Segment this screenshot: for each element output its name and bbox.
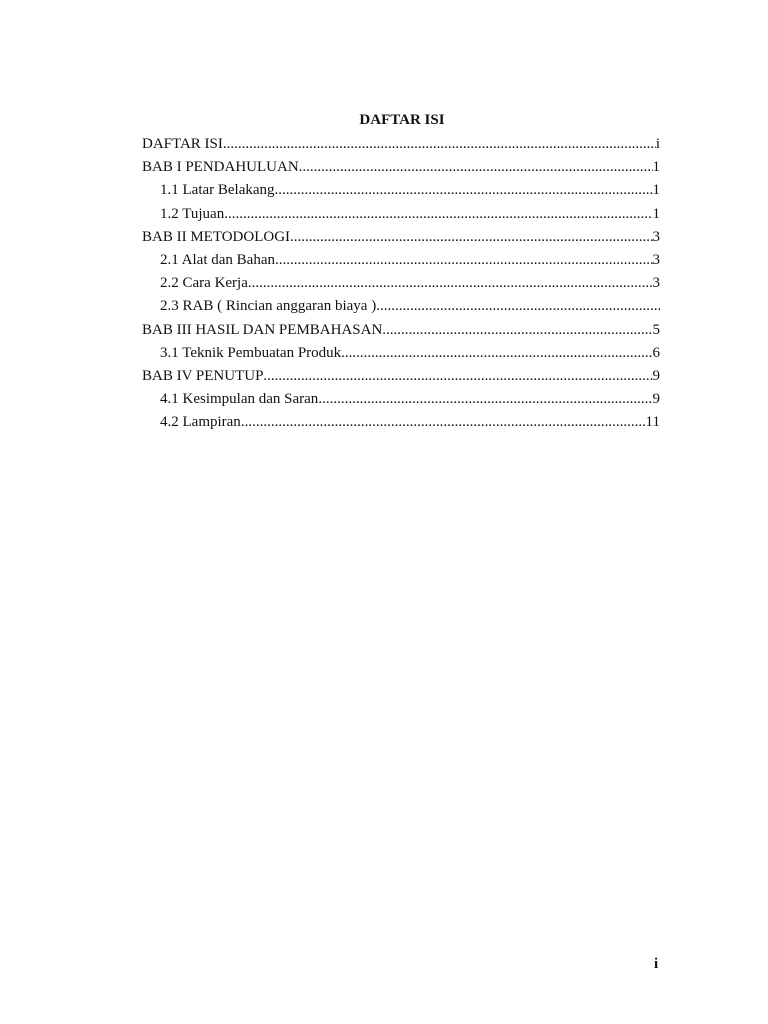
toc-entry-title: 4.1 Kesimpulan dan Saran — [160, 391, 319, 408]
toc-entry-page: 3 — [652, 275, 660, 292]
toc-dot-leader — [382, 319, 652, 342]
toc-entry-page: 1 — [652, 159, 660, 176]
toc-entry-title: BAB II METODOLOGI — [142, 228, 291, 245]
toc-entry[interactable] — [142, 319, 660, 342]
toc-entry-title: DAFTAR ISI — [142, 136, 223, 152]
toc-dot-leader — [290, 226, 652, 249]
toc-entry[interactable] — [142, 365, 660, 388]
toc-entry-title: 1.1 Latar Belakang — [160, 182, 275, 199]
toc-entry-title: 2.2 Cara Kerja — [160, 275, 248, 292]
toc-entry[interactable] — [142, 179, 660, 202]
toc-dot-leader — [223, 133, 656, 156]
table-of-contents — [142, 133, 660, 434]
toc-entry-page: 1 — [652, 182, 660, 199]
toc-dot-leader — [318, 388, 652, 411]
toc-entry-title: 2.1 Alat dan Bahan — [160, 251, 275, 268]
toc-entry[interactable] — [142, 295, 660, 318]
toc-entry-page: 9 — [652, 391, 660, 408]
toc-entry[interactable] — [142, 411, 660, 434]
toc-dot-leader — [248, 272, 653, 295]
toc-entry-page: 3 — [652, 228, 660, 245]
toc-entry[interactable] — [142, 342, 660, 365]
toc-entry-title: 1.2 Tujuan — [160, 205, 225, 222]
toc-entry-title: 2.3 RAB ( Rincian anggaran biaya ) — [160, 298, 377, 315]
toc-entry-page: 6 — [652, 344, 660, 361]
toc-entry-page: 11 — [645, 414, 660, 431]
toc-entry-page: 5 — [652, 321, 660, 338]
toc-entry-title: 3.1 Teknik Pembuatan Produk — [160, 344, 342, 361]
page-title: DAFTAR ISI — [359, 112, 445, 128]
page-number: i — [654, 956, 659, 972]
toc-entry[interactable] — [142, 133, 660, 156]
toc-entry-page: 1 — [652, 205, 660, 222]
toc-entry[interactable] — [142, 226, 660, 249]
toc-dot-leader — [376, 295, 660, 318]
toc-dot-leader — [224, 203, 652, 226]
toc-dot-leader — [275, 249, 653, 272]
toc-entry[interactable] — [142, 156, 660, 179]
toc-dot-leader — [341, 342, 652, 365]
toc-entry-page: 3 — [652, 251, 660, 268]
toc-entry-title: 4.2 Lampiran — [160, 414, 241, 431]
toc-entry[interactable] — [142, 203, 660, 226]
toc-dot-leader — [241, 411, 646, 434]
toc-entry[interactable] — [142, 272, 660, 295]
toc-dot-leader — [275, 179, 653, 202]
toc-entry-title: BAB I PENDAHULUAN — [142, 159, 299, 176]
toc-dot-leader — [299, 156, 653, 179]
toc-entry[interactable] — [142, 388, 660, 411]
toc-entry-page: 9 — [652, 367, 660, 384]
toc-entry-page: i — [655, 136, 660, 152]
toc-dot-leader — [263, 365, 652, 388]
toc-entry[interactable] — [142, 249, 660, 272]
toc-entry-title: BAB III HASIL DAN PEMBAHASAN — [142, 321, 383, 338]
toc-entry-title: BAB IV PENUTUP — [142, 367, 264, 384]
